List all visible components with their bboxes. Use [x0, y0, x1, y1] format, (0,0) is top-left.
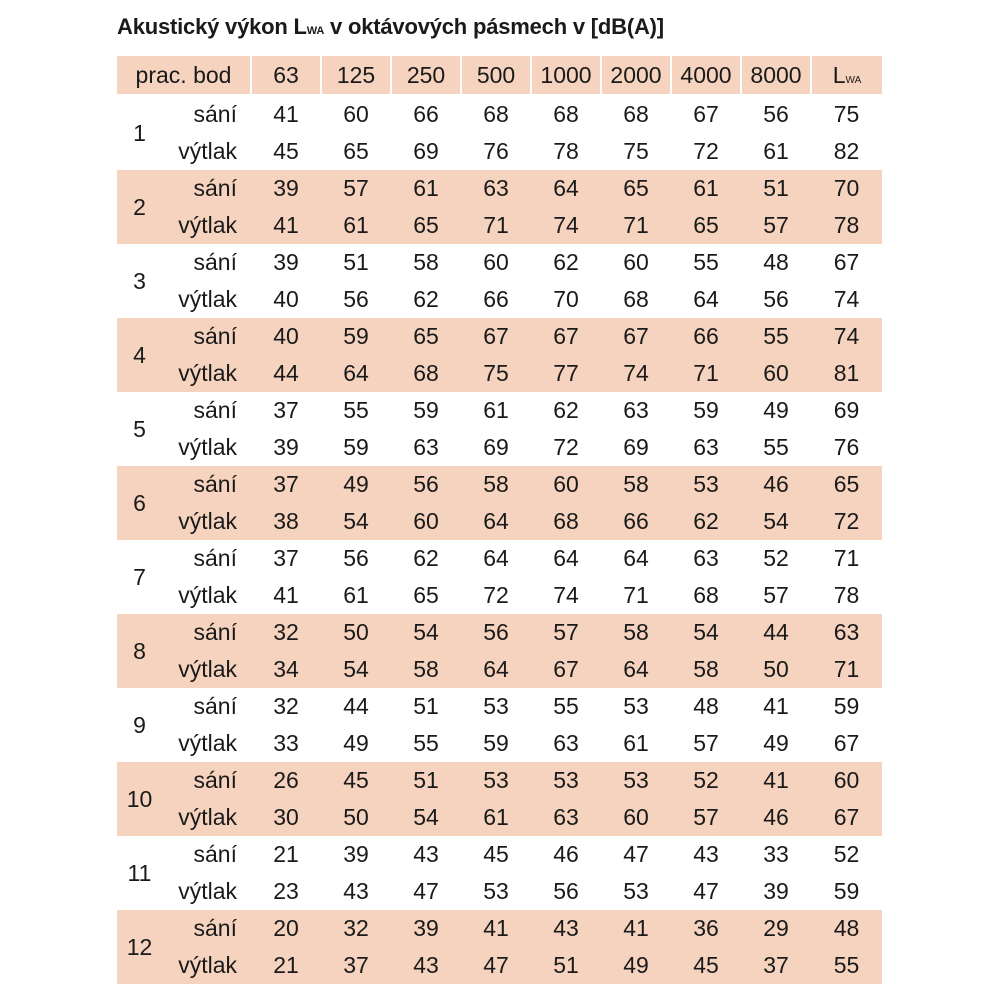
table-cell: 63	[811, 614, 882, 651]
table-cell: 68	[693, 582, 719, 608]
table-cell: 37	[273, 545, 299, 571]
table-cell: 69	[623, 434, 649, 460]
table-cell: 60	[531, 466, 601, 503]
table-row	[117, 651, 882, 688]
side-label-intake: sání	[193, 693, 237, 719]
table-cell: 66	[483, 286, 509, 312]
table-cell: 55	[811, 947, 882, 984]
table-cell: 37	[741, 947, 811, 984]
table-cell: 55	[693, 249, 719, 275]
table-row	[117, 133, 882, 170]
table-cell: 78	[553, 138, 579, 164]
table-cell: 75	[461, 355, 531, 392]
table-cell: 55	[413, 730, 439, 756]
operating-point-number: 8	[117, 614, 162, 688]
table-cell: 51	[531, 947, 601, 984]
table-cell: 61	[623, 730, 649, 756]
table-cell: 61	[461, 799, 531, 836]
table-cell: 81	[811, 355, 882, 392]
table-row	[117, 170, 882, 207]
table-cell: 55	[553, 693, 579, 719]
side-label-discharge: výtlak	[162, 799, 251, 836]
table-cell: 63	[461, 170, 531, 207]
operating-point-number: 6	[117, 466, 162, 540]
table-cell: 54	[321, 651, 391, 688]
table-cell: 62	[553, 249, 579, 275]
table-cell: 74	[553, 582, 579, 608]
table-cell: 75	[623, 138, 649, 164]
table-cell: 58	[461, 466, 531, 503]
table-cell: 71	[623, 582, 649, 608]
table-cell: 23	[273, 878, 299, 904]
table-cell: 71	[833, 545, 860, 571]
side-label-discharge: výtlak	[178, 286, 237, 312]
table-cell: 64	[553, 545, 579, 571]
table-cell: 41	[741, 762, 811, 799]
table-cell: 21	[251, 947, 321, 984]
table-cell: 64	[461, 503, 531, 540]
table-cell: 64	[461, 651, 531, 688]
table-cell: 65	[413, 582, 439, 608]
table-cell: 26	[251, 762, 321, 799]
table-cell: 33	[273, 730, 299, 756]
table-cell: 63	[553, 730, 579, 756]
table-cell: 38	[251, 503, 321, 540]
table-cell: 70	[553, 286, 579, 312]
table-cell: 56	[343, 545, 369, 571]
table-cell: 51	[741, 170, 811, 207]
table-cell: 63	[693, 434, 719, 460]
table-cell: 54	[321, 503, 391, 540]
side-label-intake: sání	[162, 910, 251, 947]
table-cell: 72	[811, 503, 882, 540]
table-cell: 64	[531, 170, 601, 207]
table-cell: 61	[671, 170, 741, 207]
table-cell: 64	[601, 651, 671, 688]
side-label-discharge: výtlak	[162, 947, 251, 984]
table-cell: 50	[741, 651, 811, 688]
table-row	[117, 281, 882, 318]
table-cell: 30	[251, 799, 321, 836]
table-cell: 61	[391, 170, 461, 207]
table-cell: 53	[601, 762, 671, 799]
table-title	[117, 14, 664, 40]
table-cell: 55	[763, 434, 789, 460]
table-cell: 65	[601, 170, 671, 207]
header-row	[117, 56, 882, 95]
table-cell: 67	[601, 318, 671, 355]
table-cell: 46	[741, 799, 811, 836]
table-cell: 59	[693, 397, 719, 423]
table-cell: 59	[321, 318, 391, 355]
table-cell: 67	[693, 101, 719, 127]
table-cell: 54	[741, 503, 811, 540]
table-cell: 39	[763, 878, 789, 904]
table-cell: 58	[671, 651, 741, 688]
operating-point-number: 5	[133, 415, 146, 442]
table-cell: 82	[833, 138, 860, 164]
table-cell: 67	[833, 730, 860, 756]
table-cell: 47	[461, 947, 531, 984]
table-cell: 39	[273, 249, 299, 275]
table-cell: 60	[483, 249, 509, 275]
table-cell: 44	[251, 355, 321, 392]
side-label-discharge: výtlak	[162, 207, 251, 244]
table-cell: 58	[601, 466, 671, 503]
table-cell: 43	[413, 841, 439, 867]
table-cell: 70	[811, 170, 882, 207]
table-cell: 59	[483, 730, 509, 756]
table-cell: 32	[273, 693, 299, 719]
table-cell: 71	[671, 355, 741, 392]
table-cell: 60	[741, 355, 811, 392]
table-cell: 47	[623, 841, 649, 867]
table-cell: 66	[413, 101, 439, 127]
table-cell: 71	[461, 207, 531, 244]
table-cell: 61	[343, 582, 369, 608]
table-cell: 60	[623, 249, 649, 275]
table-cell: 52	[671, 762, 741, 799]
table-cell: 53	[623, 878, 649, 904]
table-row	[117, 836, 882, 873]
table-cell: 45	[671, 947, 741, 984]
table-cell: 41	[273, 582, 299, 608]
table-row	[117, 910, 882, 947]
table-cell: 57	[321, 170, 391, 207]
table-cell: 20	[251, 910, 321, 947]
table-cell: 68	[553, 101, 579, 127]
table-cell: 44	[741, 614, 811, 651]
header-band-125: 125	[321, 56, 391, 95]
table-row	[117, 540, 882, 577]
table-cell: 68	[483, 101, 509, 127]
table-cell: 56	[343, 286, 369, 312]
table-cell: 71	[811, 651, 882, 688]
table-cell: 52	[763, 545, 789, 571]
table-cell: 69	[833, 397, 860, 423]
header-lwa	[811, 56, 882, 95]
table-cell: 53	[623, 693, 649, 719]
table-row	[117, 725, 882, 762]
table-cell: 55	[343, 397, 369, 423]
table-cell: 34	[251, 651, 321, 688]
table-cell: 40	[273, 286, 299, 312]
table-cell: 64	[483, 545, 509, 571]
table-cell: 77	[531, 355, 601, 392]
side-label-discharge: výtlak	[178, 582, 237, 608]
table-cell: 72	[693, 138, 719, 164]
table-cell: 74	[531, 207, 601, 244]
table-cell: 47	[413, 878, 439, 904]
side-label-intake: sání	[193, 397, 237, 423]
table-cell: 67	[833, 249, 860, 275]
table-cell: 56	[763, 101, 789, 127]
table-cell: 75	[833, 101, 860, 127]
table-cell: 53	[483, 693, 509, 719]
table-cell: 74	[811, 318, 882, 355]
table-cell: 78	[811, 207, 882, 244]
table-cell: 60	[391, 503, 461, 540]
table-row	[117, 873, 882, 910]
table-cell: 74	[833, 286, 860, 312]
table-cell: 32	[321, 910, 391, 947]
table-cell: 62	[413, 545, 439, 571]
table-row	[117, 577, 882, 614]
table-cell: 61	[763, 138, 789, 164]
table-cell: 59	[833, 693, 860, 719]
table-row	[117, 688, 882, 725]
table-cell: 54	[391, 614, 461, 651]
table-row	[117, 614, 882, 651]
table-cell: 39	[273, 434, 299, 460]
table-cell: 29	[741, 910, 811, 947]
table-row	[117, 466, 882, 503]
table-cell: 69	[413, 138, 439, 164]
table-cell: 67	[811, 799, 882, 836]
table-cell: 61	[483, 397, 509, 423]
table-cell: 72	[553, 434, 579, 460]
table-row	[117, 244, 882, 281]
table-cell: 41	[251, 207, 321, 244]
table-row	[117, 947, 882, 984]
table-cell: 60	[601, 799, 671, 836]
table-cell: 54	[391, 799, 461, 836]
side-label-intake: sání	[193, 841, 237, 867]
table-cell: 32	[251, 614, 321, 651]
table-cell: 33	[763, 841, 789, 867]
table-cell: 64	[693, 286, 719, 312]
operating-point-number: 2	[117, 170, 162, 244]
table-cell: 41	[273, 101, 299, 127]
table-cell: 65	[391, 207, 461, 244]
table-cell: 65	[811, 466, 882, 503]
title-suffix: v oktávových pásmech v [dB(A)]	[324, 14, 664, 39]
table-cell: 63	[531, 799, 601, 836]
table-cell: 45	[273, 138, 299, 164]
operating-point-number: 1	[133, 119, 146, 146]
table-cell: 62	[413, 286, 439, 312]
table-cell: 48	[693, 693, 719, 719]
operating-point-number: 4	[117, 318, 162, 392]
header-lwa-main: L	[832, 61, 846, 88]
operating-point-number: 11	[127, 859, 152, 886]
table-cell: 49	[763, 730, 789, 756]
table-cell: 58	[413, 249, 439, 275]
table-cell: 68	[623, 286, 649, 312]
header-band-500: 500	[461, 56, 531, 95]
table-cell: 68	[623, 101, 649, 127]
table-cell: 37	[273, 397, 299, 423]
table-cell: 52	[833, 841, 860, 867]
table-cell: 58	[391, 651, 461, 688]
table-cell: 49	[763, 397, 789, 423]
table-row	[117, 392, 882, 429]
table-cell: 57	[671, 799, 741, 836]
side-label-discharge: výtlak	[162, 355, 251, 392]
table-cell: 56	[461, 614, 531, 651]
table-cell: 67	[531, 651, 601, 688]
table-cell: 67	[531, 318, 601, 355]
table-cell: 39	[391, 910, 461, 947]
table-cell: 53	[531, 762, 601, 799]
header-operating-point: prac. bod	[117, 56, 251, 95]
operating-point-number: 10	[117, 762, 162, 836]
title-subscript: WA	[306, 25, 325, 37]
operating-point-number: 12	[117, 910, 162, 984]
table-cell: 43	[531, 910, 601, 947]
side-label-intake: sání	[162, 762, 251, 799]
table-cell: 45	[321, 762, 391, 799]
table-cell: 71	[601, 207, 671, 244]
table-cell: 63	[693, 545, 719, 571]
table-cell: 64	[321, 355, 391, 392]
table-body	[117, 56, 882, 984]
table-cell: 67	[461, 318, 531, 355]
side-label-discharge: výtlak	[178, 730, 237, 756]
table-cell: 62	[553, 397, 579, 423]
table-cell: 39	[251, 170, 321, 207]
table-cell: 47	[693, 878, 719, 904]
operating-point-number: 7	[133, 563, 146, 590]
sound-power-table	[117, 56, 882, 984]
side-label-discharge: výtlak	[162, 651, 251, 688]
side-label-discharge: výtlak	[178, 434, 237, 460]
table-cell: 46	[553, 841, 579, 867]
table-cell: 41	[763, 693, 789, 719]
table-cell: 49	[343, 730, 369, 756]
table-cell: 43	[693, 841, 719, 867]
table-cell: 58	[601, 614, 671, 651]
table-row	[117, 355, 882, 392]
table-cell: 57	[741, 207, 811, 244]
table-cell: 46	[741, 466, 811, 503]
table-cell: 69	[483, 434, 509, 460]
header-band-1000: 1000	[531, 56, 601, 95]
table-cell: 66	[671, 318, 741, 355]
table-cell: 61	[321, 207, 391, 244]
side-label-intake: sání	[162, 318, 251, 355]
table-cell: 68	[531, 503, 601, 540]
table-cell: 59	[833, 878, 860, 904]
header-lwa-subscript: WA	[845, 74, 862, 86]
table-row	[117, 207, 882, 244]
header-band-8000: 8000	[741, 56, 811, 95]
header-band-63: 63	[251, 56, 321, 95]
table-cell: 65	[671, 207, 741, 244]
table-cell: 62	[671, 503, 741, 540]
table-cell: 49	[321, 466, 391, 503]
side-label-intake: sání	[193, 249, 237, 275]
table-cell: 56	[553, 878, 579, 904]
table-cell: 57	[531, 614, 601, 651]
table-cell: 56	[763, 286, 789, 312]
table-cell: 39	[343, 841, 369, 867]
table-cell: 68	[391, 355, 461, 392]
table-cell: 43	[343, 878, 369, 904]
table-cell: 51	[343, 249, 369, 275]
table-cell: 63	[623, 397, 649, 423]
table-cell: 56	[391, 466, 461, 503]
table-cell: 54	[671, 614, 741, 651]
table-cell: 41	[461, 910, 531, 947]
table-cell: 50	[321, 799, 391, 836]
table-cell: 43	[391, 947, 461, 984]
title-prefix: Akustický výkon L	[117, 14, 307, 39]
table-cell: 65	[343, 138, 369, 164]
side-label-discharge: výtlak	[162, 503, 251, 540]
table-cell: 40	[251, 318, 321, 355]
table-cell: 59	[343, 434, 369, 460]
table-cell: 53	[671, 466, 741, 503]
table-row	[117, 318, 882, 355]
table-cell: 49	[601, 947, 671, 984]
table-cell: 76	[833, 434, 860, 460]
table-row	[117, 762, 882, 799]
side-label-intake: sání	[193, 101, 237, 127]
table-cell: 66	[601, 503, 671, 540]
table-cell: 53	[461, 762, 531, 799]
table-cell: 63	[413, 434, 439, 460]
table-cell: 48	[763, 249, 789, 275]
side-label-intake: sání	[162, 614, 251, 651]
table-cell: 72	[483, 582, 509, 608]
table-cell: 59	[413, 397, 439, 423]
table-cell: 78	[833, 582, 860, 608]
table-cell: 55	[741, 318, 811, 355]
header-band-2000: 2000	[601, 56, 671, 95]
table-cell: 50	[321, 614, 391, 651]
table-cell: 37	[321, 947, 391, 984]
table-cell: 60	[811, 762, 882, 799]
table-cell: 57	[763, 582, 789, 608]
table-cell: 45	[483, 841, 509, 867]
table-cell: 21	[273, 841, 299, 867]
side-label-discharge: výtlak	[178, 878, 237, 904]
table-cell: 48	[811, 910, 882, 947]
table-row	[117, 503, 882, 540]
table-cell: 41	[601, 910, 671, 947]
side-label-discharge: výtlak	[178, 138, 237, 164]
side-label-intake: sání	[162, 170, 251, 207]
table-cell: 53	[483, 878, 509, 904]
table-cell: 60	[343, 101, 369, 127]
table-cell: 76	[483, 138, 509, 164]
side-label-intake: sání	[162, 466, 251, 503]
table-cell: 51	[391, 762, 461, 799]
header-band-4000: 4000	[671, 56, 741, 95]
table-cell: 44	[343, 693, 369, 719]
table-row	[117, 429, 882, 466]
table-cell: 64	[623, 545, 649, 571]
operating-point-number: 3	[133, 267, 146, 294]
side-label-intake: sání	[193, 545, 237, 571]
table-cell: 65	[391, 318, 461, 355]
operating-point-number: 9	[133, 711, 146, 738]
table-cell: 37	[251, 466, 321, 503]
header-band-250: 250	[391, 56, 461, 95]
table-cell: 57	[693, 730, 719, 756]
table-cell: 74	[601, 355, 671, 392]
table-row	[117, 95, 882, 133]
table-cell: 51	[413, 693, 439, 719]
table-row	[117, 799, 882, 836]
table-cell: 36	[671, 910, 741, 947]
